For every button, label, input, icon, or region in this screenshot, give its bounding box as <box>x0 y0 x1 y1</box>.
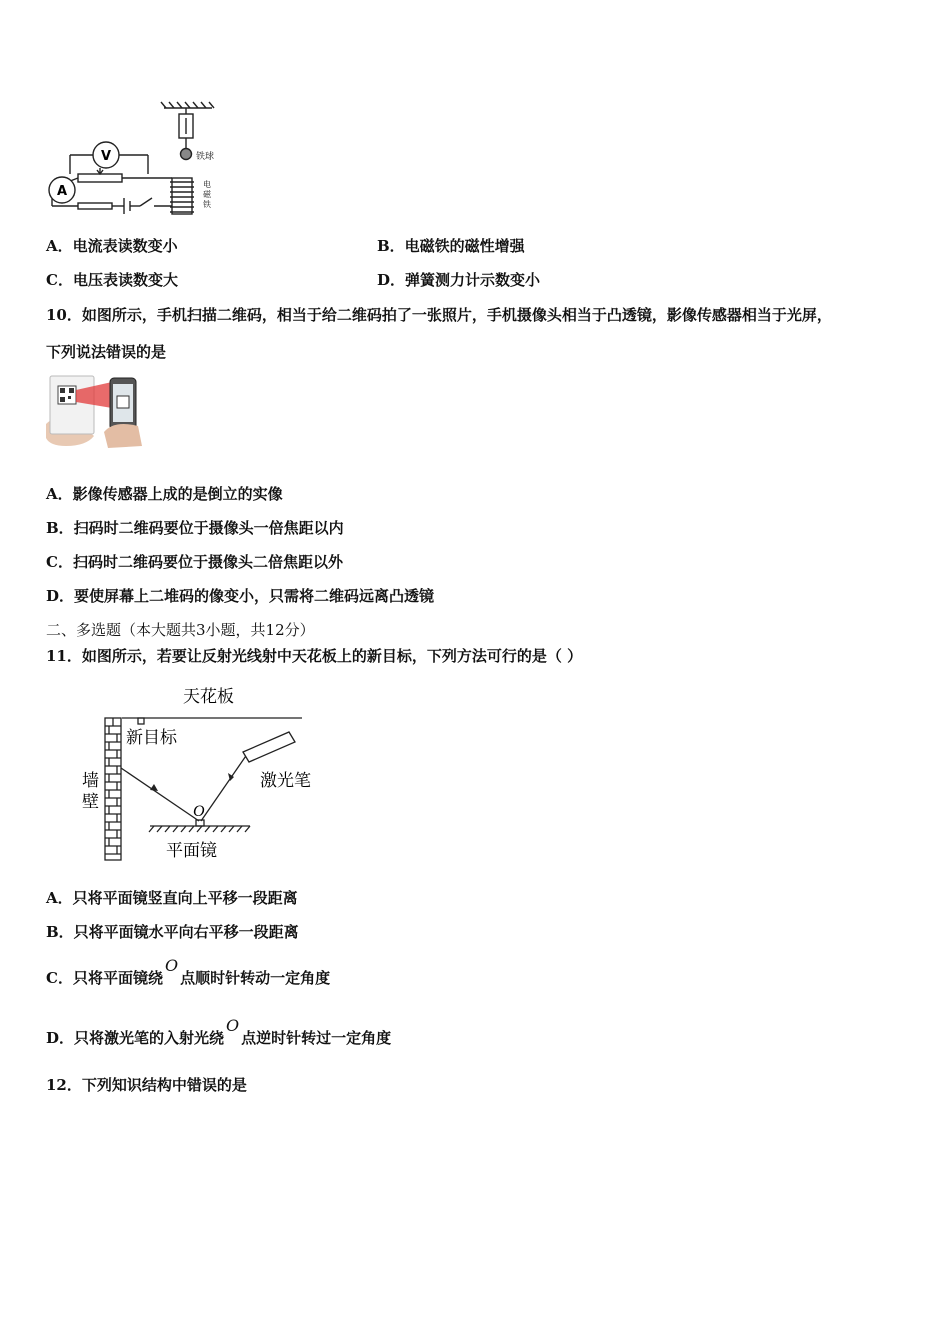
q11-option-d <box>46 1016 392 1048</box>
point-o-symbol: O <box>164 956 179 975</box>
q9-option-d: D．弹簧测力计示数变小 <box>377 271 541 289</box>
mirror-label: 平面镜 <box>166 841 217 860</box>
q10-option-d: D．要使屏幕上二堆码的像变小，只需将二维码远离凸透镜 <box>46 587 435 605</box>
section-heading: 二、多选题（本大题共3小题，共12分） <box>46 621 315 639</box>
q10-option-a: A．影像传感器上成的是倒立的实像 <box>46 485 283 503</box>
q11-stem: 11．如图所示，若要让反射光线射中天花板上的新目标，下列方法可行的是（ ） <box>46 647 583 665</box>
magnet-label: 电磁铁 <box>203 180 211 209</box>
reflection-figure <box>80 680 320 866</box>
qr-scan-figure <box>44 372 144 448</box>
voltmeter-symbol: V <box>100 149 112 164</box>
wall-label-bottom: 壁 <box>82 792 99 811</box>
q11-option-d-text-2: 点逆时针转过一定角度 <box>241 1029 392 1047</box>
ammeter-symbol: A <box>56 184 68 199</box>
q11-option-c-text-2: 点顺时针转动一定角度 <box>180 969 331 987</box>
q11-option-d-text-1: D．只将激光笔的入射光绕 <box>46 1029 225 1047</box>
ceiling-label: 天花板 <box>183 687 234 706</box>
point-o-label: O <box>193 803 205 820</box>
laser-label: 激光笔 <box>260 771 311 790</box>
q10-stem-line2: 下列说法错误的是 <box>46 343 167 361</box>
q11-option-b: B．只将平面镜水平向右平移一段距离 <box>46 923 299 941</box>
q9-option-b: B．电磁铁的磁性增强 <box>377 237 525 255</box>
q11-option-c <box>46 956 331 988</box>
q9-option-a: A．电流表读数变小 <box>46 237 178 255</box>
q10-stem-line1: 10．如图所示，手机扫描二维码，相当于给二维码拍了一张照片，手机摄像头相当于凸透镜，影像传感器相当于光屏， <box>46 306 832 324</box>
q12-stem: 12．下列知识结构中错误的是 <box>46 1076 247 1094</box>
ball-label: 铁球 <box>196 152 215 162</box>
wall-label-top: 墙 <box>82 771 99 790</box>
q11-option-a: A．只将平面镜竖直向上平移一段距离 <box>46 889 298 907</box>
q10-option-b: B．扫码时二维码要位于摄像头一倍焦距以内 <box>46 519 344 537</box>
point-o-symbol: O <box>226 1016 240 1035</box>
q9-option-c: C．电压表读数变大 <box>46 271 178 289</box>
q11-option-c-text-1: C．只将平面镜绕 <box>46 969 163 987</box>
target-label: 新目标 <box>126 728 177 747</box>
q10-option-c: C．扫码时二维码要位于摄像头二倍焦距以外 <box>46 553 343 571</box>
